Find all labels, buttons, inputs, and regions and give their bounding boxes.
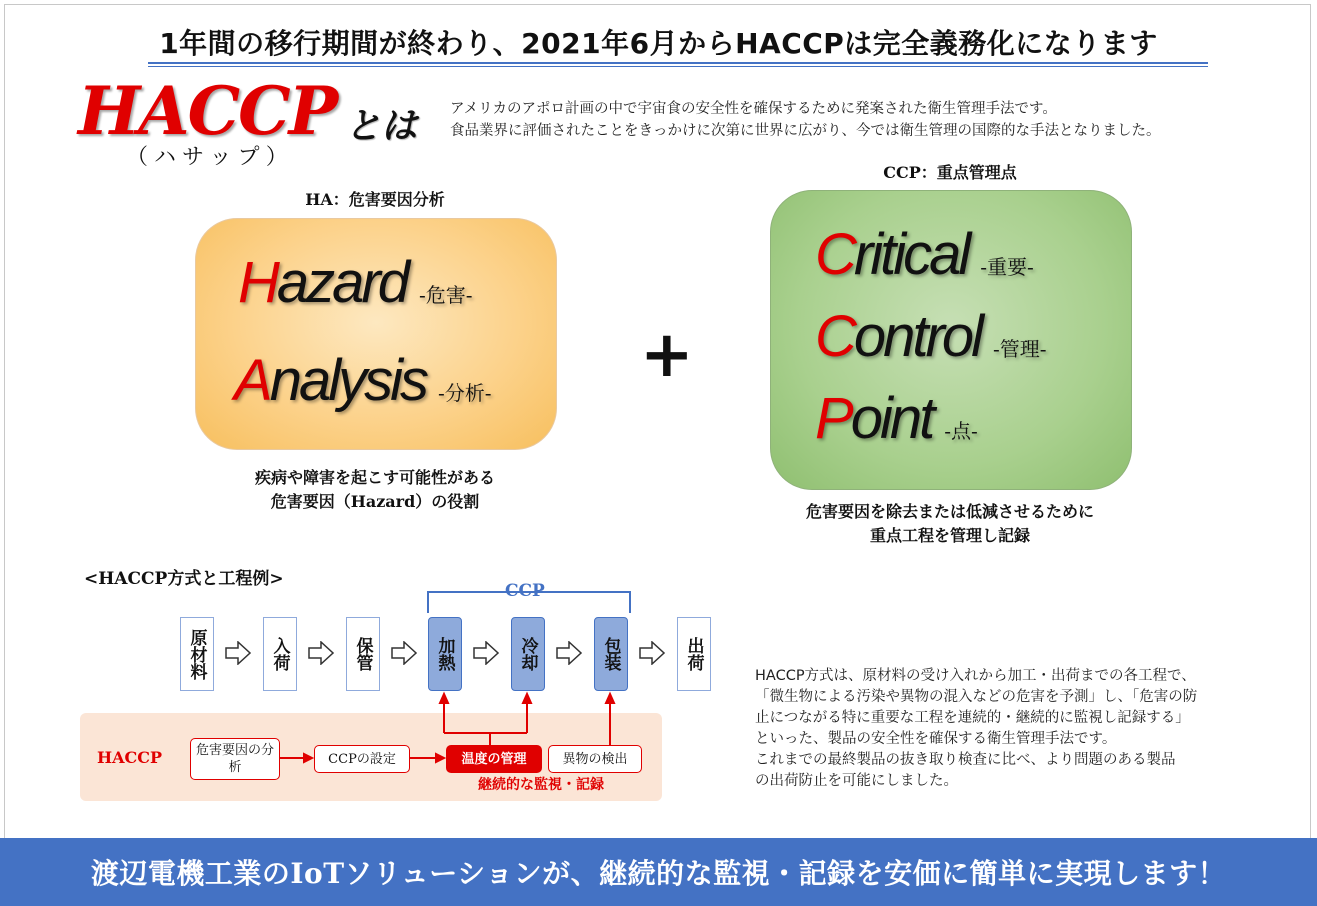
intro-desc-line: アメリカのアポロ計画の中で宇宙食の安全性を確保するために発案された衛生管理手法です。 (450, 101, 1057, 117)
step-receiving: 入荷 (263, 617, 297, 691)
towa-text: とは (345, 106, 418, 147)
ha-note-line: 疾病や障害を起こす可能性がある (254, 468, 495, 487)
control-word: Control -管理- (815, 304, 1047, 369)
solution-banner: 渡辺電機工業のIoTソリューションが、継続的な監視・記録を安価に簡単に実現します！ (0, 838, 1317, 906)
haccp-tag: HACCP (97, 748, 163, 767)
ccp-caption: CCP：重点管理点 (883, 163, 1017, 182)
explain-line: といった、製品の安全性を確保する衛生管理手法です。 (755, 731, 1117, 747)
plus-sign: + (640, 318, 694, 392)
ha-note (175, 466, 575, 514)
step-heating: 加熱 (428, 617, 462, 691)
explain-line: の出荷防止を可能にしました。 (755, 773, 958, 789)
intro-description (450, 98, 1161, 142)
step-cooling: 冷却 (511, 617, 545, 691)
flow-arrow-icon (391, 641, 417, 665)
flow-arrow-icon (473, 641, 499, 665)
flow-arrow-icon (639, 641, 665, 665)
ccp-note (730, 500, 1170, 548)
point-word: Point -点- (815, 386, 978, 451)
step-packaging: 包装 (594, 617, 628, 691)
ha-box (195, 218, 557, 450)
headline: 1年間の移行期間が終わり、2021年6月からHACCPは完全義務化になります (159, 27, 1158, 60)
ha-note-line: 危害要因（Hazard）の役割 (270, 492, 480, 511)
ccp-setting-box: CCPの設定 (314, 745, 410, 773)
step-storage: 保管 (346, 617, 380, 691)
intro-desc-line: 食品業界に評価されたことをきっかけに次第に世界に広がり、今では衛生管理の国際的な手法となりました。 (450, 123, 1161, 139)
step-raw-materials: 原材料 (180, 617, 214, 691)
ccp-label: CCP (505, 581, 545, 601)
explain-line: 止につながる特に重要な工程を連続的・継続的に監視し記録する」 (755, 710, 1190, 726)
flow-arrow-icon (225, 641, 251, 665)
explain-line: 「微生物による汚染や異物の混入などの危害を予測」し、「危害の防 (755, 689, 1198, 705)
temperature-control-box: 温度の管理 (446, 745, 542, 773)
ccp-box (770, 190, 1132, 490)
ccp-note-line: 危害要因を除去または低減させるために (805, 502, 1094, 521)
haccp-logo: HACCP (78, 72, 337, 150)
continuous-monitoring-label: 継続的な監視・記録 (478, 777, 604, 793)
reading-text: （ハサップ） (126, 145, 294, 170)
ccp-bracket (427, 591, 631, 613)
flow-arrow-icon (308, 641, 334, 665)
hazard-word: Hazard -危害- (238, 250, 473, 315)
haccp-explanation (755, 666, 1275, 792)
foreign-object-detection-box: 異物の検出 (548, 745, 642, 773)
critical-word: Critical -重要- (815, 222, 1034, 287)
hazard-analysis-box: 危害要因の分析 (190, 738, 280, 780)
flow-title: <HACCP方式と工程例> (84, 569, 284, 589)
headline-rule (148, 62, 1208, 64)
flow-arrow-icon (556, 641, 582, 665)
analysis-word: Analysis -分析- (234, 348, 492, 413)
explain-line: これまでの最終製品の抜き取り検査に比べ、より問題のある製品 (755, 752, 1176, 768)
ccp-note-line: 重点工程を管理し記録 (869, 526, 1030, 545)
step-shipping: 出荷 (677, 617, 711, 691)
ha-caption: HA：危害要因分析 (305, 190, 445, 209)
explain-line: HACCP方式は、原材料の受け入れから加工・出荷までの各工程で、 (755, 668, 1196, 684)
headline-rule-thin (148, 66, 1208, 67)
